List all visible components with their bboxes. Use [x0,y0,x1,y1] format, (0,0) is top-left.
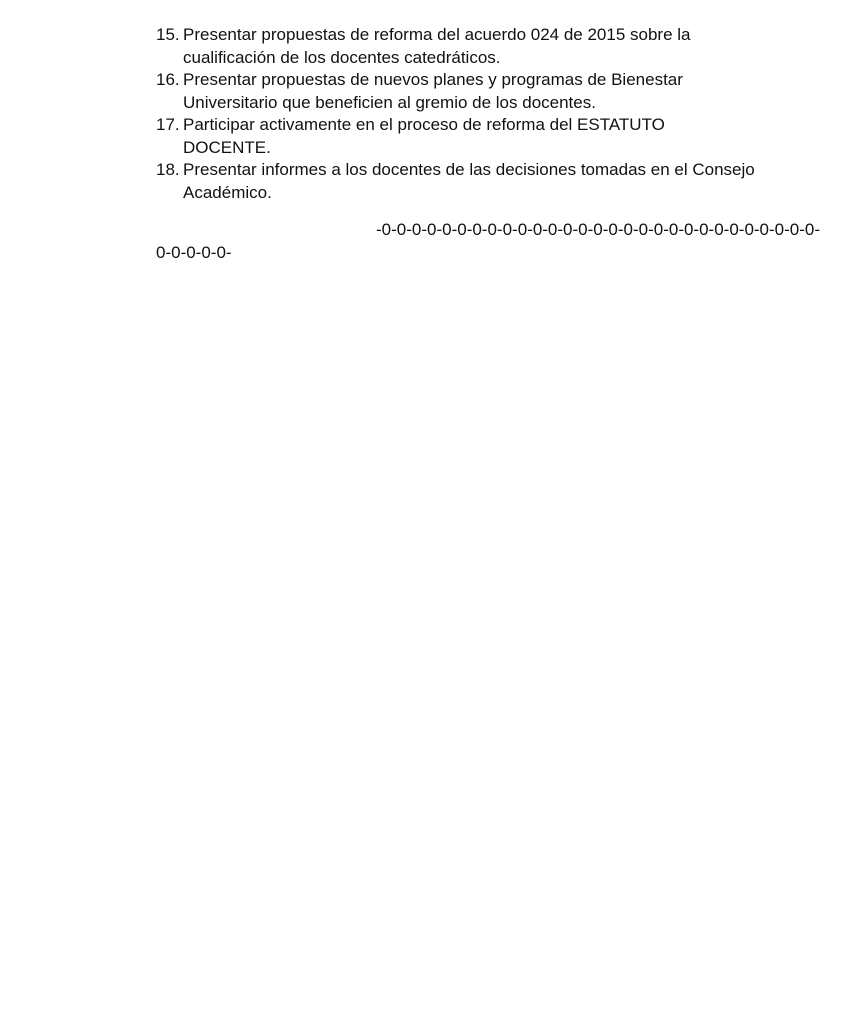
numbered-list [156,24,756,204]
list-item [156,159,756,204]
list-item-text: Participar activamente en el proceso de reforma del ESTATUTO DOCENTE. [183,115,665,157]
list-item-number: 15. [156,25,180,44]
list-item-number: 18. [156,160,180,179]
list-item [156,114,756,159]
list-item-number: 17. [156,115,180,134]
separator-line-2: 0-0-0-0-0- [156,243,232,262]
list-item-text: Presentar propuestas de reforma del acuerdo 024 de 2015 sobre la cualificación de los docentes catedráticos. [183,25,691,67]
list-item [156,69,756,114]
list-item [156,24,756,69]
list-item-text: Presentar propuestas de nuevos planes y programas de Bienestar Universitario que beneficien al gremio de los docentes. [183,70,683,112]
list-item-text: Presentar informes a los docentes de las decisiones tomadas en el Consejo Académico. [183,160,755,202]
list-item-number: 16. [156,70,180,89]
separator-line-1: -0-0-0-0-0-0-0-0-0-0-0-0-0-0-0-0-0-0-0-0-0-0-0-0-0-0-0-0-0- [376,220,821,239]
